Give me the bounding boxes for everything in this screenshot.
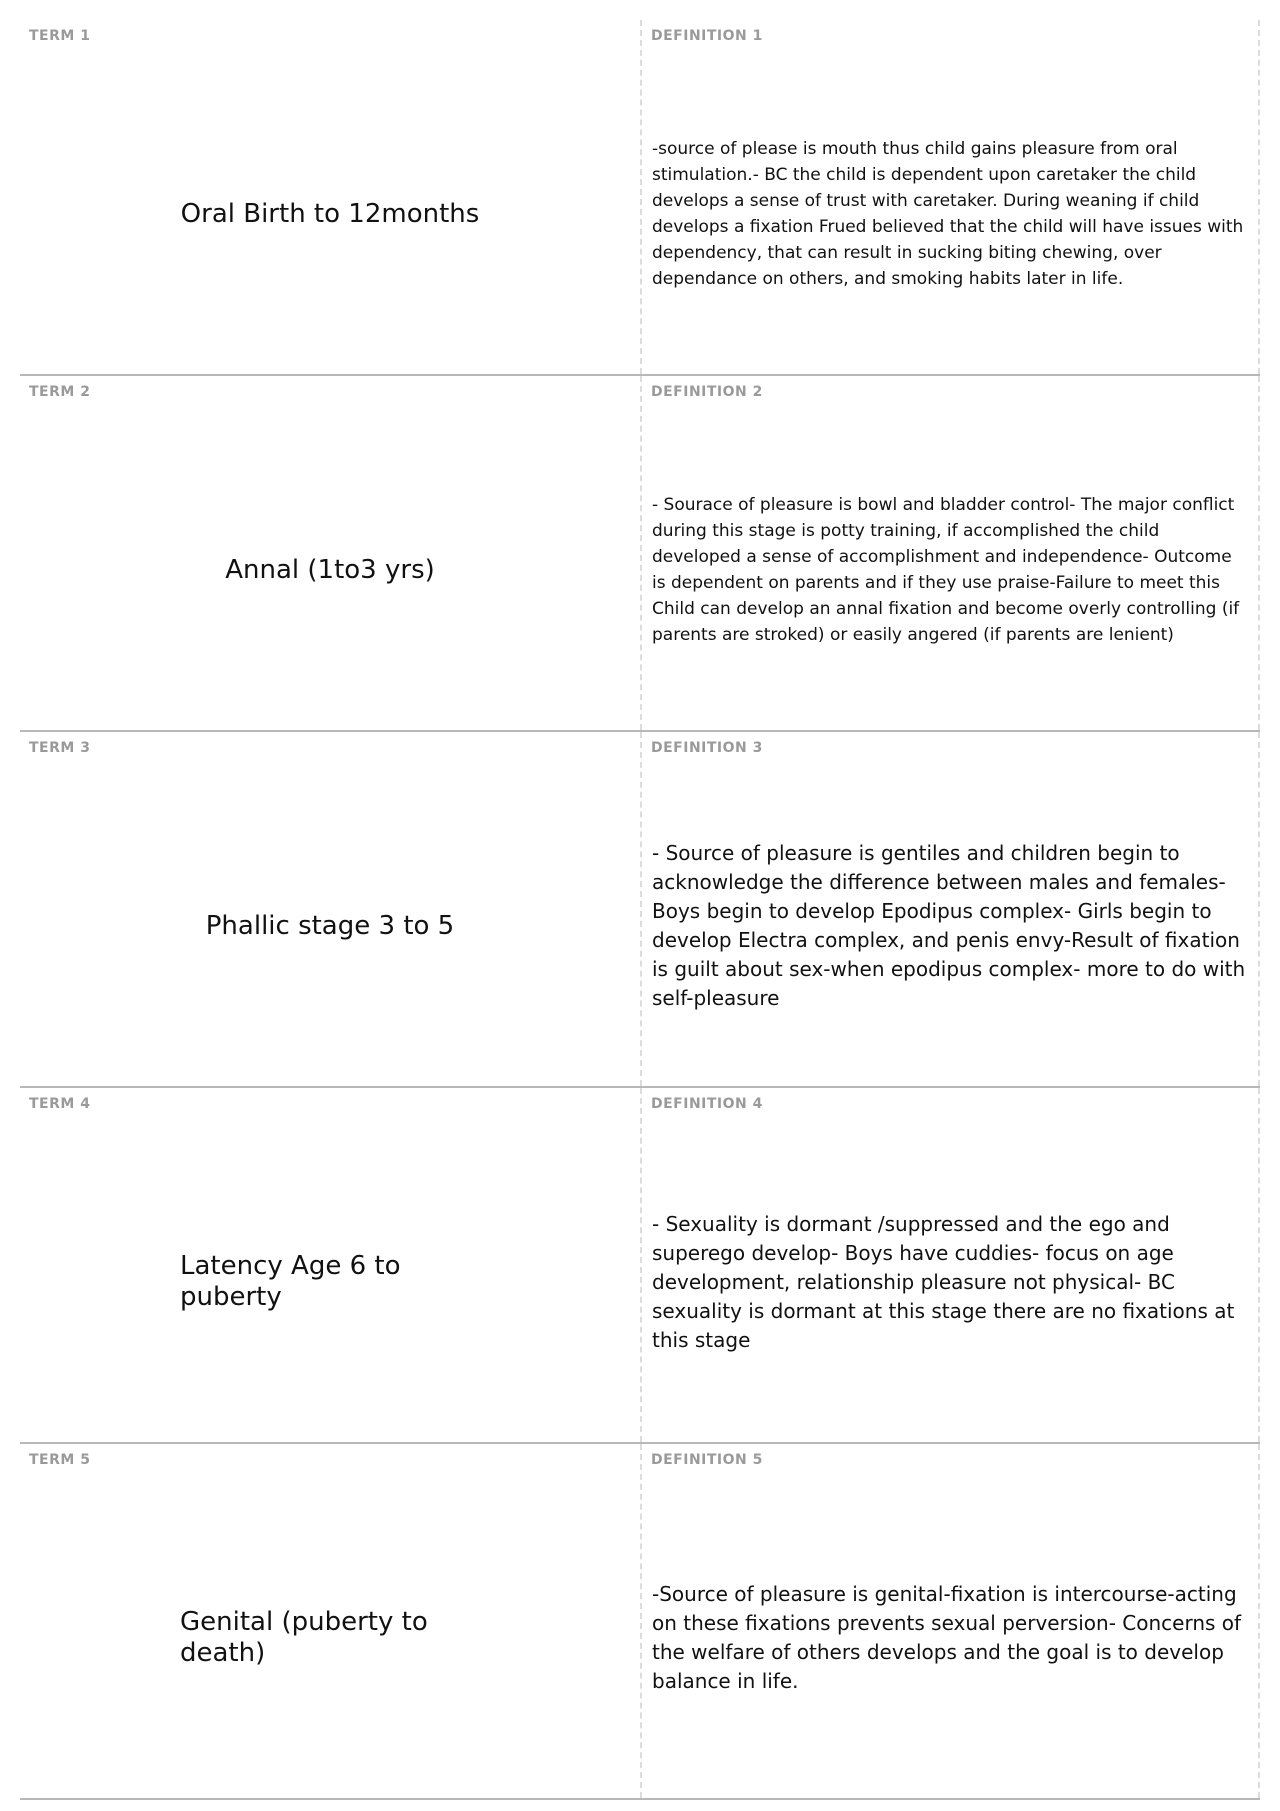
term-text: Phallic stage 3 to 5 <box>205 910 455 941</box>
definition-text: -Source of pleasure is genital-fixation is intercourse-acting on these fixations prevents sexual perversion- Concerns of the welfare of others develops and the goal is to develop balance in life. <box>652 1582 1242 1693</box>
definition-text: - Sexuality is dormant /suppressed and the ego and superego develop- Boys have cuddies- focus on age development, relationship pleasure not physical- BC sexuality is dormant at this stage there are no fixations at this stage <box>652 1211 1235 1352</box>
term-cell <box>20 1444 642 1798</box>
flashcard-row <box>20 732 1260 1088</box>
term-cell <box>20 376 642 730</box>
definition-cell <box>642 1444 1260 1798</box>
term-cell <box>20 1088 642 1442</box>
term-text: Genital (puberty to death) <box>180 1607 428 1668</box>
term-cell <box>20 20 642 374</box>
definition-cell <box>642 1088 1260 1442</box>
flashcard-row <box>20 376 1260 732</box>
term-label: TERM 3 <box>29 740 91 756</box>
definition-label: DEFINITION 1 <box>651 28 763 44</box>
definition-cell <box>642 20 1260 374</box>
flashcard-row <box>20 20 1260 376</box>
term-label: TERM 2 <box>29 384 91 400</box>
term-cell <box>20 732 642 1086</box>
definition-cell <box>642 732 1260 1086</box>
term-text: Latency Age 6 to puberty <box>180 1251 401 1312</box>
definition-label: DEFINITION 4 <box>651 1096 763 1112</box>
flashcard-row <box>20 1444 1260 1800</box>
definition-text: -source of please is mouth thus child gains pleasure from oral stimulation.- BC the child is dependent upon caretaker the child develops a sense of trust with caretaker. During weaning if child develops a fixation Frued believed that the child will have issues with dependency, that can result in sucking biting chewing, over dependance on others, and smoking habits later in life. <box>652 139 1244 289</box>
definition-label: DEFINITION 2 <box>651 384 763 400</box>
flashcard-row <box>20 1088 1260 1444</box>
definition-text: - Sourace of pleasure is bowl and bladder control- The major conflict during this stage is potty training, if accomplished the child developed a sense of accomplishment and independence- Outcome is dependent on parents and if they use praise-Failure to meet this Child can develop an annal fixation and become overly controlling (if parents are stroked) or easily angered (if parents are lenient) <box>652 495 1240 645</box>
definition-label: DEFINITION 5 <box>651 1452 763 1468</box>
term-text: Annal (1to3 yrs) <box>225 554 435 585</box>
definition-label: DEFINITION 3 <box>651 740 763 756</box>
term-text: Oral Birth to 12months <box>180 198 480 229</box>
definition-cell <box>642 376 1260 730</box>
term-label: TERM 1 <box>29 28 91 44</box>
term-label: TERM 5 <box>29 1452 91 1468</box>
definition-text: - Source of pleasure is gentiles and children begin to acknowledge the difference between males and females- Boys begin to develop Epodipus complex- Girls begin to develop Electra complex, and penis envy-Result of fixation is guilt about sex-when epodipus complex- more to do with self-pleasure <box>652 841 1246 1010</box>
term-label: TERM 4 <box>29 1096 91 1112</box>
flashcard-sheet <box>20 20 1260 1800</box>
